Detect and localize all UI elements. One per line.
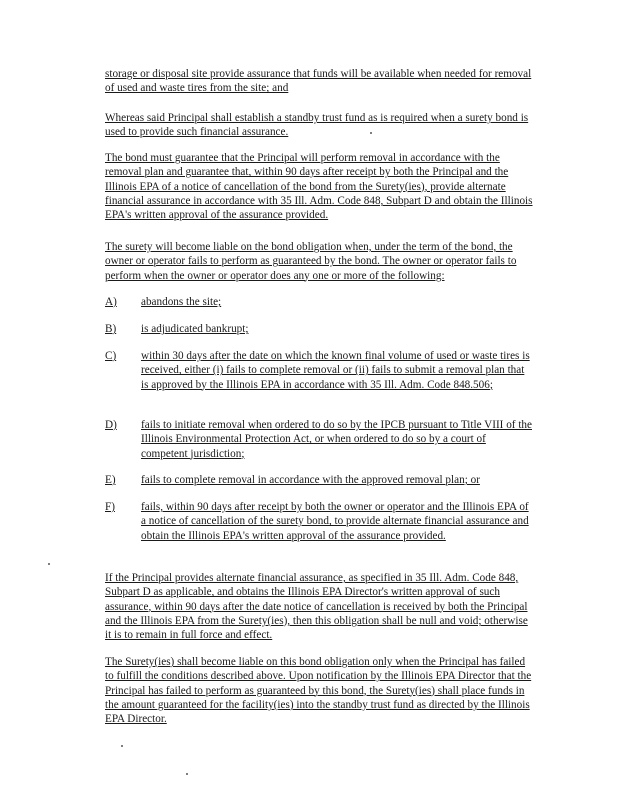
list-item-text: fails to initiate removal when ordered to do so by the IPCB pursuant to Title VIII of the Illinois Environmental Protection Act, or when ordered to do so by a court of competent jurisdiction; [141,419,532,460]
paragraph-whereas: Whereas said Principal shall establish a standby trust fund as is required when a surety bond is used to provide such financial assurance. [105,112,529,139]
list-item-label: B) [105,323,117,335]
list-item-text: within 30 days after the date on which the known final volume of used or waste tires is received, either (i) fails to complete removal or (ii) fails to submit a removal plan that is approved by the Illinois EPA in accordance with 35 Ill. Adm. Code 848.506; [141,350,530,391]
list-item-label: A) [105,296,117,308]
list-item-text: is adjudicated bankrupt; [141,323,249,335]
list-item-label: C) [105,350,117,362]
list-item-text: abandons the site; [141,296,222,308]
scan-speck [370,132,372,134]
paragraph-alternate-assurance: If the Principal provides alternate financial assurance, as specified in 35 Ill. Adm. Code 848, Subpart D as applicable, and obtains the Illinois EPA Director's written approval of such assurance, within 90 days after the date notice of cancellation is received by both the Principal and the Illinois EPA from the Surety(ies), then this obligation shall be null and void; otherwise it is to remain in full force and effect. [105,572,528,642]
paragraph-surety-obligation: The Surety(ies) shall become liable on this bond obligation only when the Principal has failed to fulfill the conditions described above. Upon notification by the Illinois EPA Director that the Principal has failed to perform as guaranteed by this bond, the Surety(ies) shall place funds in the amount guaranteed for the facility(ies) into the standby trust fund as directed by the Illinois EPA Director. [105,656,532,726]
scan-speck [121,745,123,747]
list-item-text: fails to complete removal in accordance with the approved removal plan; or [141,474,480,486]
list-item-text: fails, within 90 days after receipt by both the owner or operator and the Illinois EPA of a notice of cancellation of the surety bond, to provide alternate financial assurance and obtain the Illinois EPA's written approval of the assurance provided. [141,501,529,542]
list-item-label: F) [105,501,115,513]
list-item-label: E) [105,474,116,486]
paragraph-intro: storage or disposal site provide assurance that funds will be available when needed for removal of used and waste tires from the site; and [105,68,532,95]
scan-speck [48,563,50,565]
paragraph-surety-liability: The surety will become liable on the bond obligation when, under the term of the bond, the owner or operator fails to perform as guaranteed by the bond. The owner or operator fails to perform when the owner or operator does any one or more of the following: [105,241,517,282]
paragraph-bond-guarantee: The bond must guarantee that the Principal will perform removal in accordance with the removal plan and guarantee that, within 90 days after receipt by both the Principal and the Illinois EPA of a notice of cancellation of the bond from the Surety(ies), provide alternate financial assurance in accordance with 35 Ill. Adm. Code 848, Subpart D and obtain the Illinois EPA's written approval of the assurance provided. [105,152,533,222]
list-item-label: D) [105,419,117,431]
scan-speck [186,773,188,775]
